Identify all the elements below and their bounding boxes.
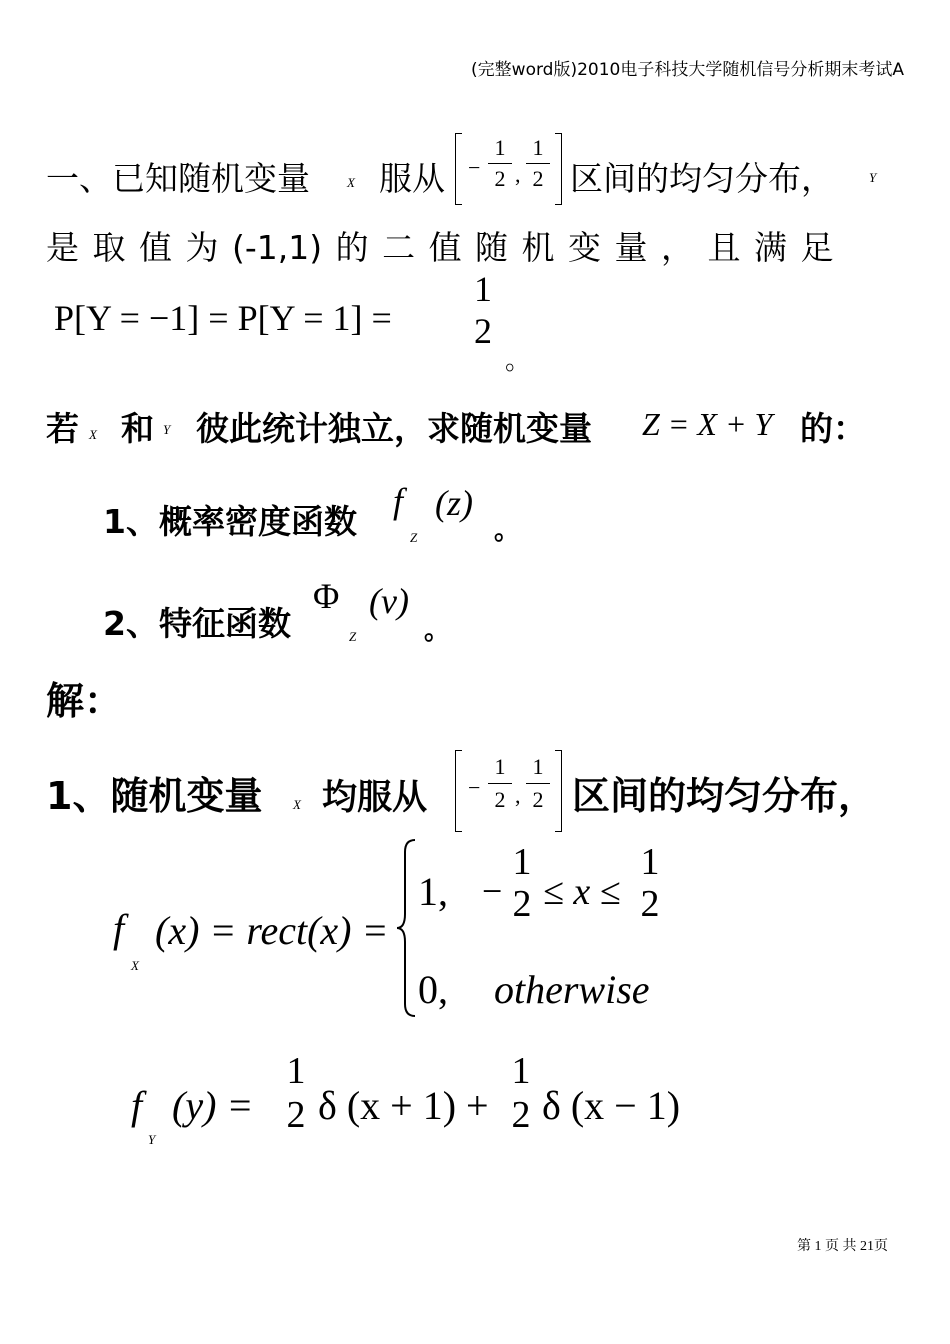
interval-bracket-right bbox=[555, 133, 562, 205]
problem-line4-b: 和 bbox=[121, 409, 154, 448]
case1-condition: ≤ x ≤ bbox=[543, 871, 621, 913]
case2-value: 0, bbox=[418, 967, 448, 1012]
interval-comma: , bbox=[515, 162, 521, 187]
prob-fraction: 1 2 bbox=[474, 269, 492, 351]
page-footer: 第 1 页 共 21页 bbox=[797, 1239, 888, 1254]
piecewise-brace bbox=[395, 838, 419, 1018]
fy-term1: δ (x + 1) + bbox=[318, 1083, 489, 1128]
solution-label: 解： bbox=[46, 679, 123, 723]
fx-f: f bbox=[113, 906, 125, 951]
var-y-label: Y bbox=[869, 170, 877, 185]
q2-phi: Φ bbox=[313, 576, 340, 616]
q1-f: f bbox=[393, 481, 404, 521]
fy-frac-1: 1 2 bbox=[286, 1050, 306, 1136]
fy-lhs: (y) = bbox=[172, 1083, 254, 1128]
problem-line2: 是 取 值 为 (-1,1) 的 二 值 随 机 变 量 ， 且 满 足 bbox=[46, 228, 834, 267]
page-header: (完整word版)2010电子科技大学随机信号分析期末考试A bbox=[471, 60, 904, 80]
line4-var-x: X bbox=[89, 427, 97, 442]
s1-bracket-right bbox=[555, 750, 562, 832]
interval-bracket-left bbox=[455, 133, 462, 205]
s1-interval-minus: − bbox=[468, 775, 481, 800]
problem-line1-text-a: 一、已知随机变量 bbox=[46, 159, 310, 198]
q2-arg: (v) bbox=[369, 581, 409, 621]
fy-f: f bbox=[131, 1083, 143, 1128]
case1-minus: − bbox=[482, 871, 503, 911]
fy-sub: Y bbox=[148, 1132, 156, 1147]
question-2-label: 2、特征函数 bbox=[103, 604, 291, 643]
s1-bracket-left bbox=[455, 750, 462, 832]
fx-sub: X bbox=[131, 958, 139, 973]
problem-line4-d: 的： bbox=[800, 409, 866, 448]
q2-end: 。 bbox=[424, 616, 451, 646]
case1-value: 1, bbox=[418, 869, 448, 914]
solution-1-text-c: 区间的均匀分布， bbox=[572, 774, 877, 818]
problem-line1-text-b: 服从 bbox=[379, 159, 445, 198]
interval-minus: − bbox=[468, 155, 481, 180]
z-equation: Z = X + Y bbox=[642, 406, 773, 442]
problem-line4-c: 彼此统计独立，求随机变量 bbox=[196, 409, 592, 448]
solution-1-text-a: 1、随机变量 bbox=[46, 774, 263, 818]
s1-interval-comma: , bbox=[515, 783, 521, 808]
fy-term2: δ (x − 1) bbox=[542, 1083, 681, 1128]
q1-arg: (z) bbox=[435, 483, 473, 523]
var-x-label: X bbox=[347, 175, 355, 190]
case1-frac-left: 1 2 bbox=[512, 841, 532, 925]
line4-var-y: Y bbox=[163, 422, 171, 437]
fy-frac-2: 1 2 bbox=[511, 1050, 531, 1136]
prob-equation: P[Y = −1] = P[Y = 1] = bbox=[54, 298, 392, 338]
interval-frac-2: 1 2 bbox=[526, 137, 550, 190]
problem-line4-a: 若 bbox=[46, 409, 79, 448]
s1-interval-frac-1: 1 2 bbox=[488, 756, 512, 811]
question-1-label: 1、概率密度函数 bbox=[103, 502, 357, 541]
case1-frac-right: 1 2 bbox=[640, 841, 660, 925]
q1-sub: Z bbox=[410, 530, 418, 545]
solution-1-var: X bbox=[293, 797, 301, 812]
fx-lhs: (x) = rect(x) = bbox=[155, 908, 389, 953]
q1-end: 。 bbox=[494, 516, 521, 546]
interval-frac-1: 1 2 bbox=[488, 137, 512, 190]
q2-sub: Z bbox=[349, 629, 357, 644]
case2-condition: otherwise bbox=[494, 967, 650, 1012]
problem-line1-text-c: 区间的均匀分布， bbox=[570, 159, 834, 198]
solution-1-text-b: 均服从 bbox=[322, 778, 428, 818]
s1-interval-frac-2: 1 2 bbox=[526, 756, 550, 811]
prob-period: 。 bbox=[505, 346, 532, 376]
